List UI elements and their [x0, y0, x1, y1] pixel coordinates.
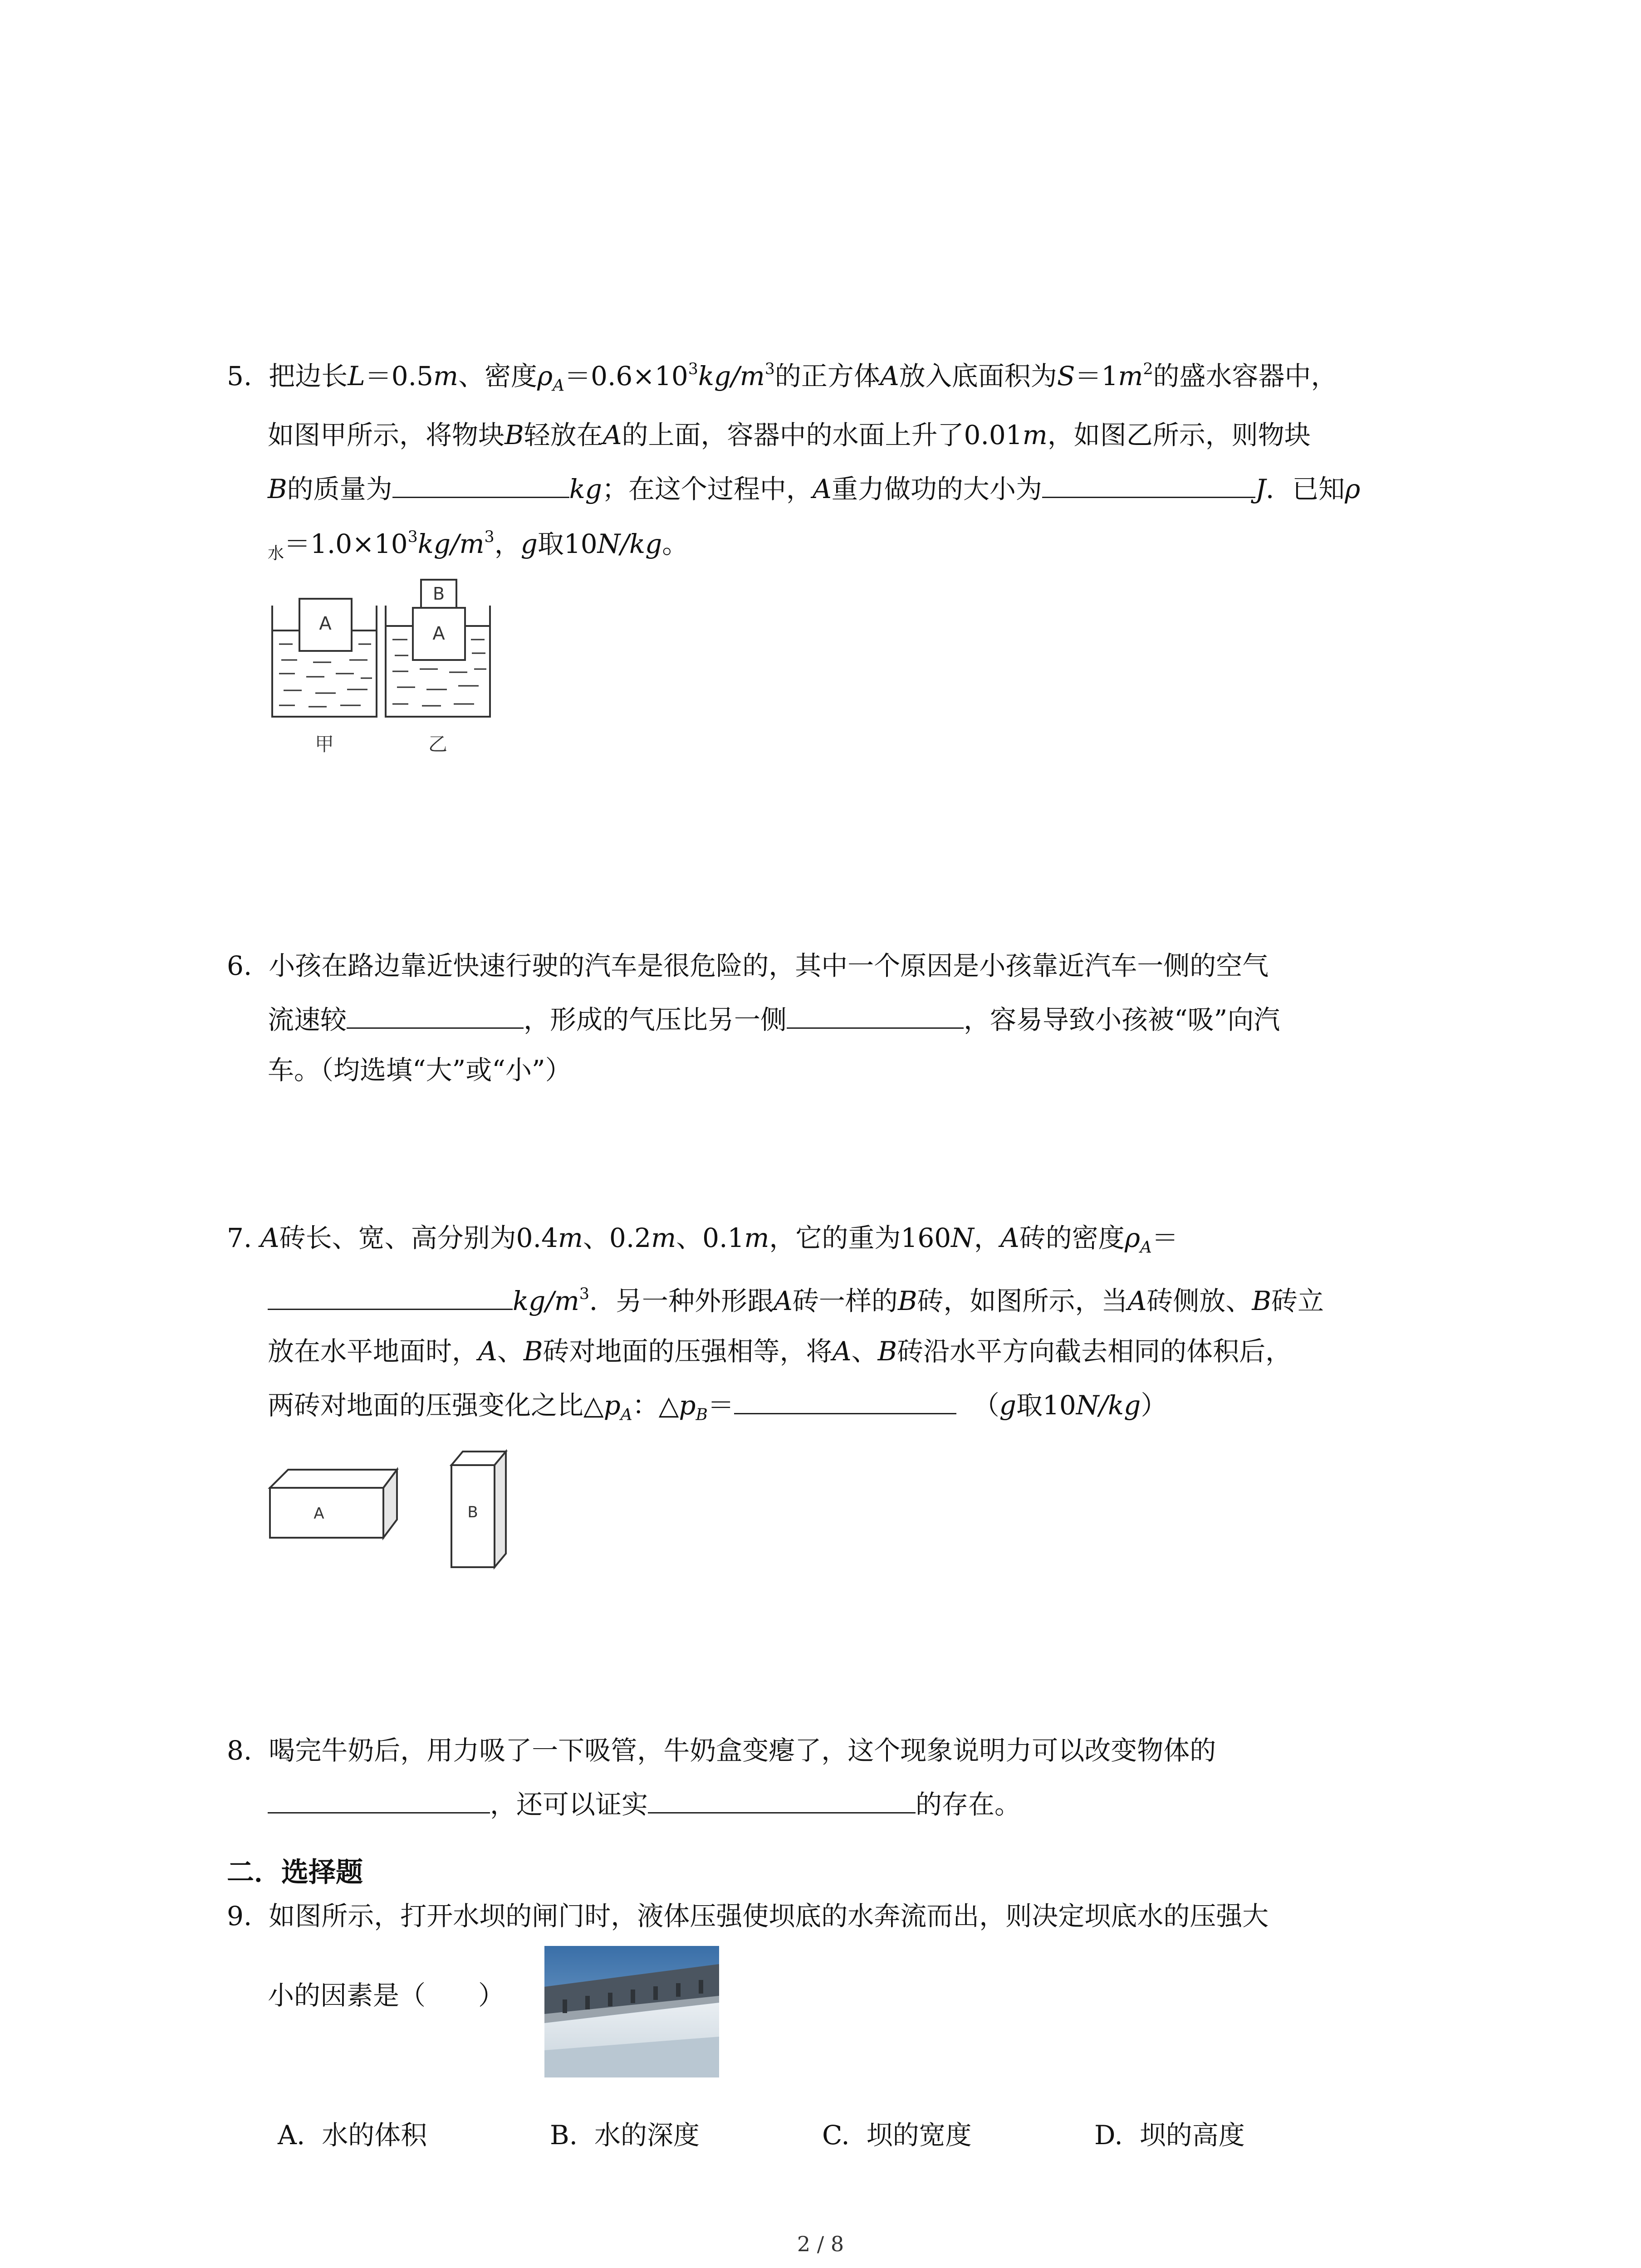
q7-line-2: $kg/m^3$．另一种外形跟A砖一样的B砖，如图所示，当A砖侧放、B砖立: [268, 1286, 1324, 1314]
q8-line-2: ，还可以证实 的存在。: [268, 1789, 1021, 1818]
brick-a-top: [270, 1470, 397, 1488]
q7-brick-figure: [265, 1438, 538, 1574]
q8-line-1: 8. 喝完牛奶后，用力吸了一下吸管，牛奶盒变瘪了，这个现象说明力可以改变物体的: [227, 1735, 1216, 1766]
q8-blank-shape[interactable]: [268, 1789, 490, 1813]
q7-blank-density[interactable]: [268, 1286, 513, 1310]
q8-blank-existence[interactable]: [648, 1789, 916, 1813]
q5-line-2: 如图甲所示，将物块B轻放在A的上面，容器中的水面上升了0.01m，如图乙所示，则物块: [268, 420, 1311, 450]
brick-label-b: B: [467, 1503, 478, 1521]
q7-blank-ratio[interactable]: [734, 1390, 956, 1414]
fig-label-a-yi: A: [432, 623, 445, 644]
q7-line-3: 放在水平地面时，A、B砖对地面的压强相等，将A、B砖沿水平方向截去相同的体积后，: [268, 1336, 1292, 1367]
q5-line-1: 5. 把边长L＝0.5m、密度$\rho_A=0.6\times 10^3kg/m^3$的正方体A放入底面积为$S=1m^2$的盛水容器中，: [227, 360, 1337, 395]
q5-container-figure: [263, 572, 499, 762]
q6-blank-speed[interactable]: [347, 1005, 524, 1029]
q5-blank-mass[interactable]: [392, 474, 569, 498]
q6-line-3: 车。（均选填“大”或“小”）: [268, 1055, 572, 1085]
q6-line-2: 流速较 ，形成的气压比另一侧 ，容易导致小孩被“吸”向汽: [268, 1004, 1280, 1035]
q5-line-3: B的质量为 kg；在这个过程中，A重力做功的大小为 J．已知ρ: [268, 474, 1361, 504]
fig-label-a-jia: A: [319, 613, 332, 634]
q7-line-1: 7. A砖长、宽、高分别为0.4m、0.2m、0.1m，它的重为160N，A砖的密度$\rho_A=$: [227, 1222, 1178, 1257]
page-number: 2 / 8: [797, 2232, 844, 2256]
brick-a-front: [270, 1488, 383, 1538]
q9-line-1: 9. 如图所示，打开水坝的闸门时，液体压强使坝底的水奔流而出，则决定坝底水的压强大: [227, 1901, 1269, 1931]
q5-line-4: $_水=1.0\times 10^3kg/m^3$，g取10N/kg。: [268, 528, 689, 563]
fig-label-b-yi: B: [432, 584, 445, 604]
q9-option-c[interactable]: C. 坝的宽度: [822, 2120, 972, 2151]
brick-b-side: [495, 1452, 506, 1567]
q7-line-4: 两砖对地面的压强变化之比$\triangle p_A$：$\triangle p_B= (g$取10N/kg）: [268, 1390, 1167, 1424]
fig-caption-jia: 甲: [314, 733, 334, 755]
section-title-choice: 二．选择题: [227, 1857, 363, 1888]
q6-blank-pressure[interactable]: [787, 1005, 964, 1029]
q9-option-b[interactable]: B. 水的深度: [550, 2120, 700, 2151]
q9-option-d[interactable]: D. 坝的高度: [1094, 2120, 1245, 2151]
fig-caption-yi: 乙: [428, 733, 448, 755]
q6-line-1: 6. 小孩在路边靠近快速行驶的汽车是很危险的，其中一个原因是小孩靠近汽车一侧的空气: [227, 950, 1269, 981]
q5-blank-work[interactable]: [1042, 474, 1255, 498]
q9-line-2: 小的因素是（ ）: [268, 1980, 505, 2011]
q9-option-a[interactable]: A. 水的体积: [278, 2120, 427, 2151]
brick-label-a: A: [314, 1505, 324, 1523]
dam-photo: [544, 1946, 719, 2077]
